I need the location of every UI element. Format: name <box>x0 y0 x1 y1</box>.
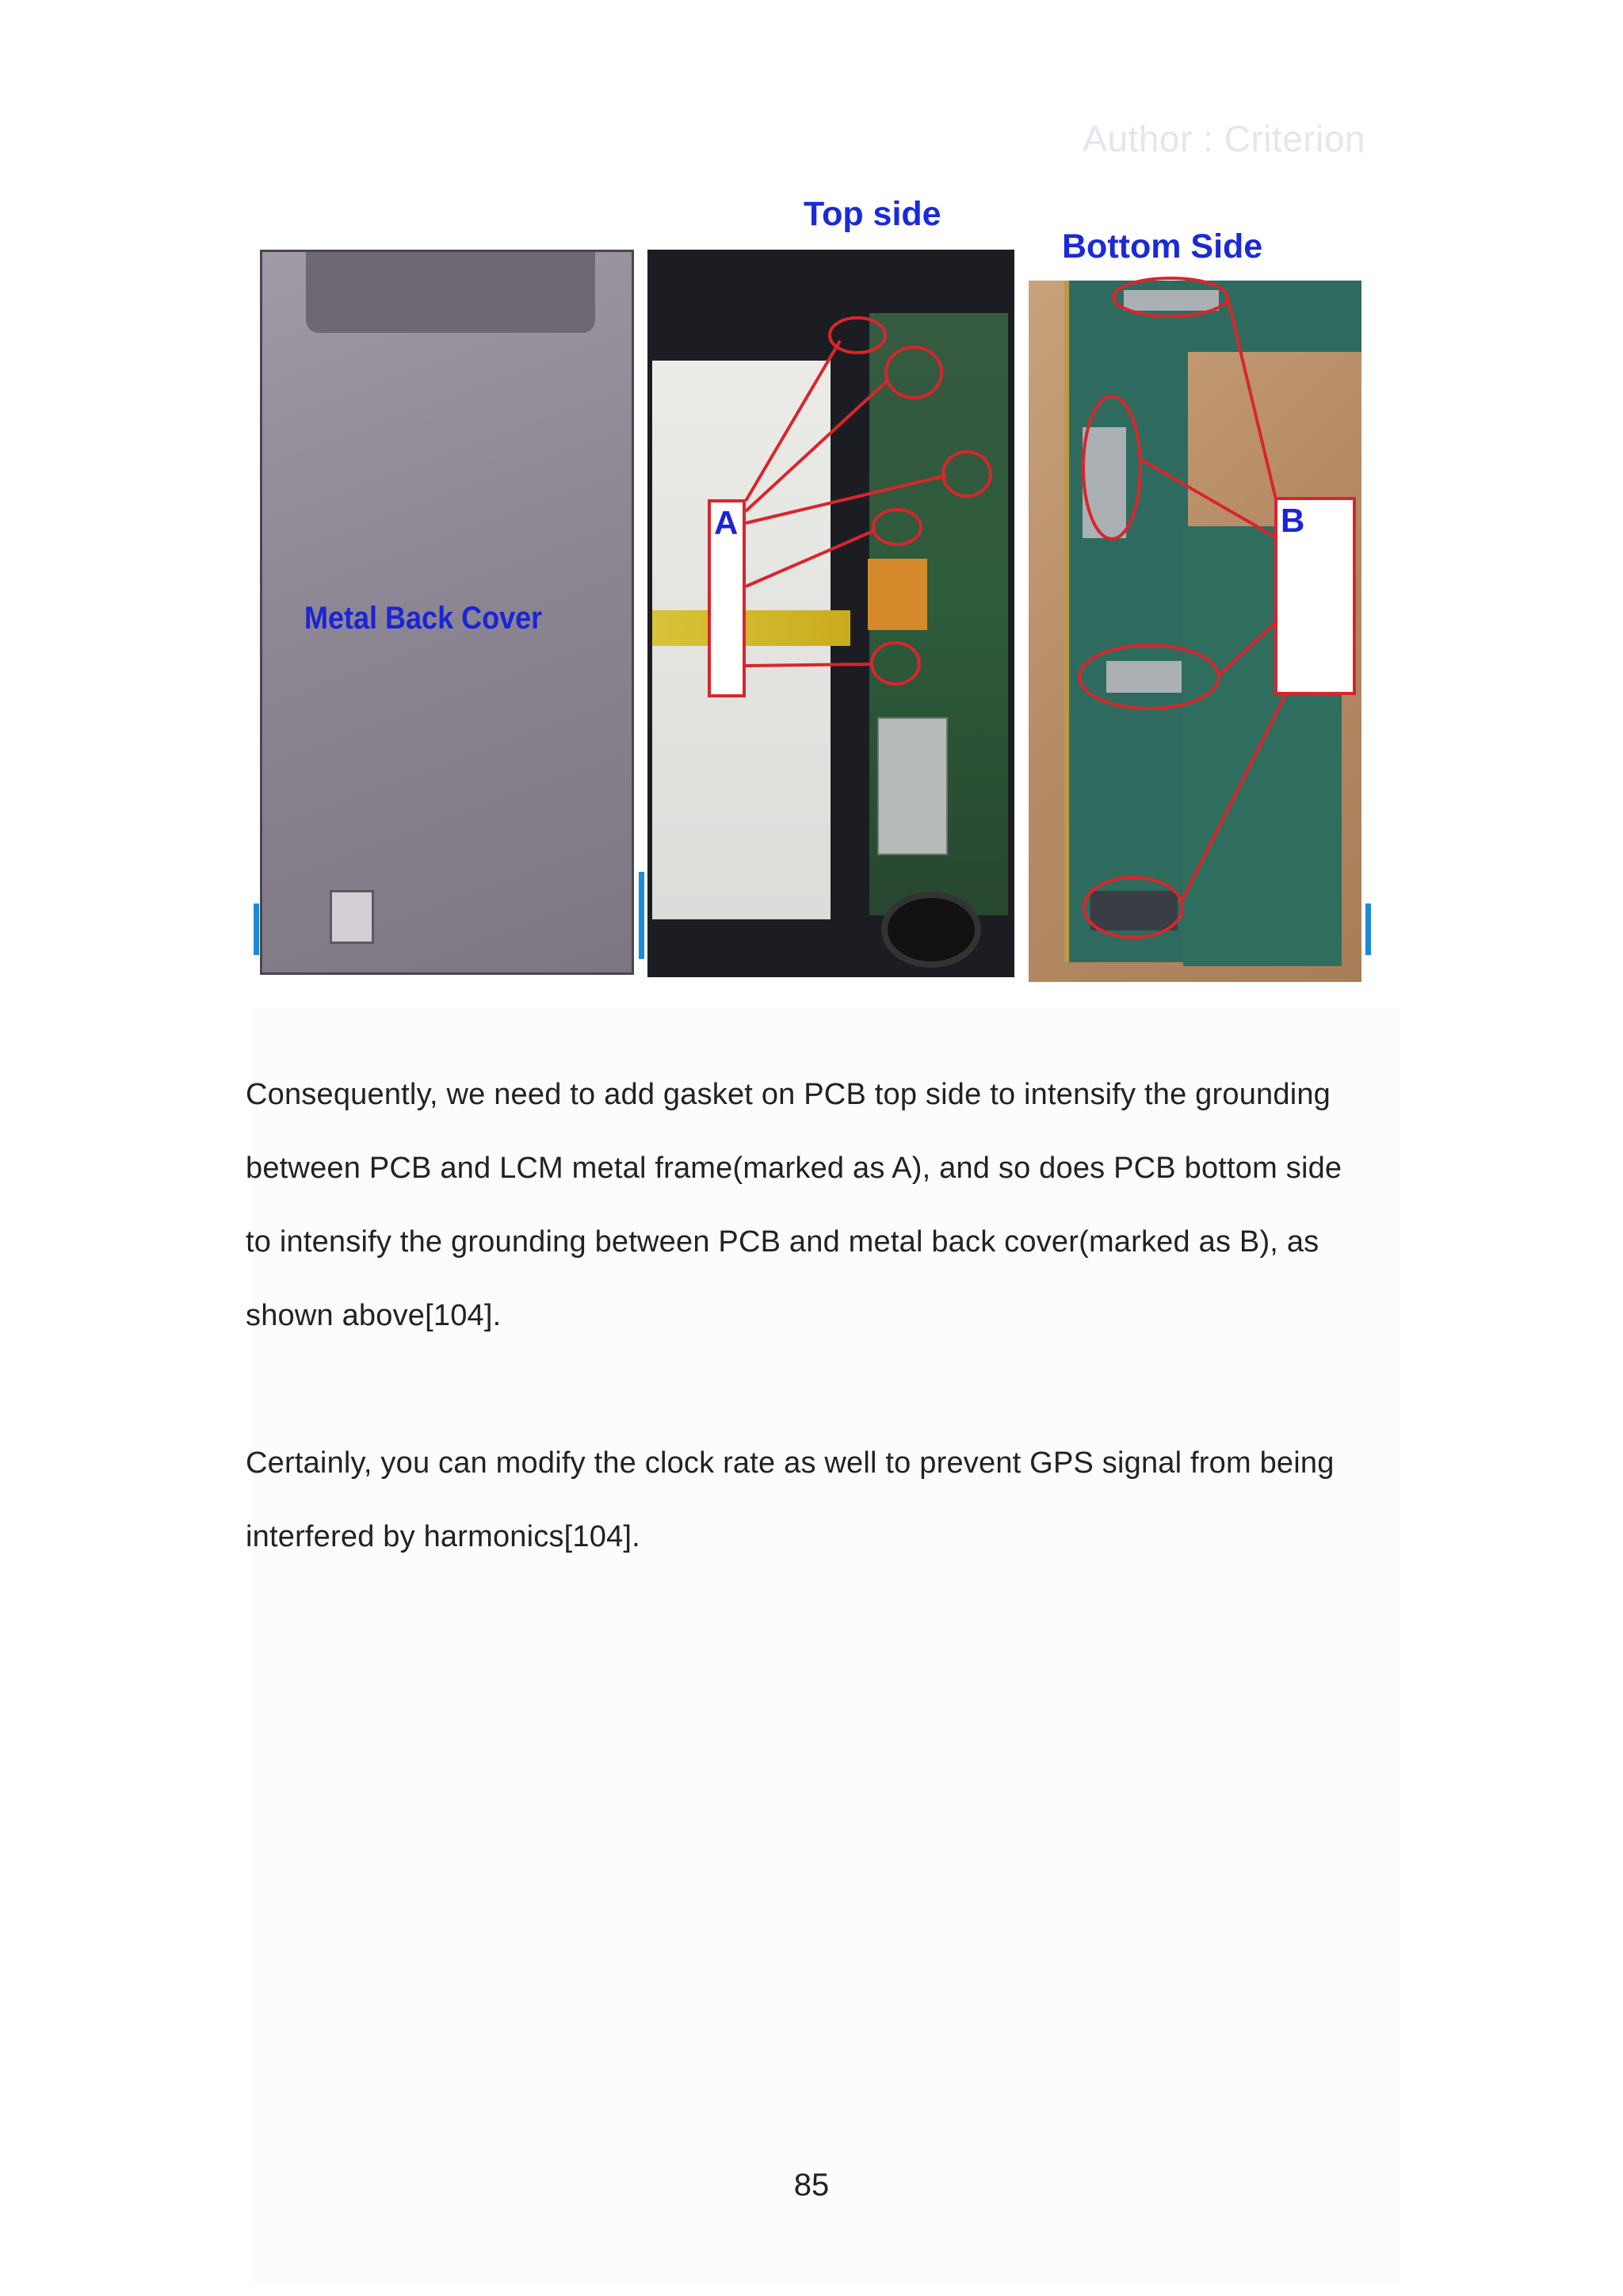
paragraph-gasket: Consequently, we need to add gasket on PCB top side to intensify the grounding between PCB and LCM metal frame(marked as A), and so does PCB bottom side to intensify the grounding between PCB and metal back cover(marked as B), as shown above[104]. <box>246 1078 1342 1332</box>
marker-tick-mid <box>639 872 644 959</box>
marker-ellipse-5 <box>872 643 919 684</box>
marker-ellipse-8 <box>1079 645 1219 709</box>
marker-ellipse-2 <box>886 347 941 398</box>
marker-ellipse-9 <box>1084 877 1182 938</box>
callout-b-label: B <box>1281 502 1305 539</box>
marker-ellipse-6 <box>1113 278 1228 316</box>
marker-ellipse-3 <box>943 452 991 496</box>
page-number: 85 <box>793 2168 830 2202</box>
metal-back-cover-label: Metal Back Cover <box>304 601 543 636</box>
pcb-gasket-figure <box>254 190 1385 991</box>
marker-tick-left <box>254 904 259 955</box>
callout-a-label: A <box>714 504 739 541</box>
bottom-side-title: Bottom Side <box>1062 227 1263 266</box>
author-watermark: Author : Criterion <box>1083 118 1365 159</box>
top-side-title: Top side <box>804 195 941 233</box>
marker-ellipse-7 <box>1083 396 1140 539</box>
marker-tick-right <box>1365 904 1371 955</box>
callout-lines <box>254 190 1385 991</box>
marker-ellipse-4 <box>873 510 921 544</box>
paragraph-clock-rate: Certainly, you can modify the clock rate as well to prevent GPS signal from being interfered by harmonics[104]. <box>246 1446 1335 1553</box>
marker-ellipse-1 <box>830 318 885 353</box>
